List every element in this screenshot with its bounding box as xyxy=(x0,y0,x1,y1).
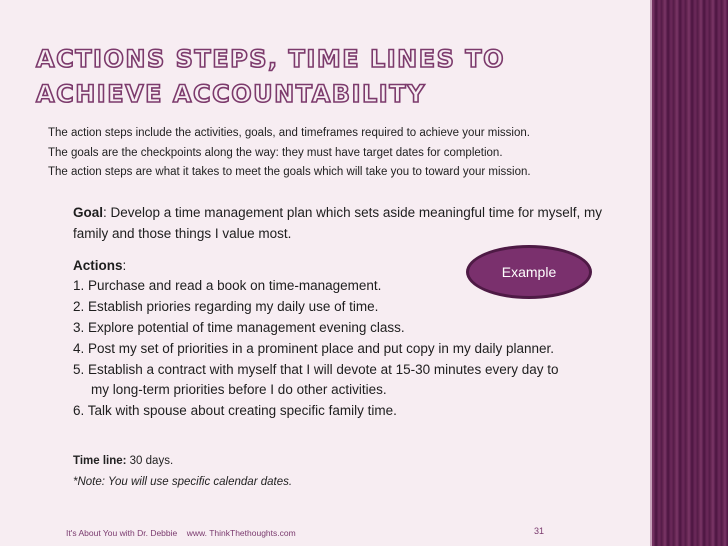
note-text: *Note: You will use specific calendar dates. xyxy=(73,476,293,488)
footer-text: It's About You with Dr. Debbie www. ThinkThethoughts.com xyxy=(66,528,296,538)
action-item: 6. Talk with spouse about creating specific family time. xyxy=(73,403,397,419)
action-item: 4. Post my set of priorities in a prominent place and put copy in my daily planner. xyxy=(73,340,554,356)
timeline-note xyxy=(73,472,613,493)
slide-title: ACTIONS STEPS, TIME LINES TO ACHIEVE ACCOUNTABILITY xyxy=(36,45,506,108)
action-item-continuation: my long-term priorities before I do other activities. xyxy=(91,382,387,398)
action-item: 2. Establish priories regarding my daily use of time. xyxy=(73,299,379,315)
action-item: 5. Establish a contract with myself that I will devote at 15-30 minutes every day to xyxy=(73,361,559,377)
timeline-block xyxy=(73,451,613,493)
example-label: Example xyxy=(501,264,557,280)
plan-body xyxy=(73,203,618,422)
goal-text: : Develop a time management plan which sets aside meaningful time for myself, my family and those things I value most. xyxy=(73,205,602,241)
goal-paragraph xyxy=(73,203,618,245)
action-item: 3. Explore potential of time management evening class. xyxy=(73,319,405,335)
intro-text xyxy=(48,124,628,183)
timeline-label: Time line: xyxy=(73,455,127,467)
actions-colon: : xyxy=(122,257,127,273)
example-badge xyxy=(466,245,592,299)
intro-line: The action steps include the activities, goals, and timeframes required to achieve your mission. xyxy=(48,127,530,139)
actions-label: Actions xyxy=(73,257,123,273)
timeline-value: 30 days. xyxy=(126,455,174,467)
goal-label: Goal xyxy=(73,205,104,220)
decorative-side-bar xyxy=(650,0,728,546)
timeline-line xyxy=(73,451,613,472)
action-item: 1. Purchase and read a book on time-management. xyxy=(73,278,382,294)
page-number: 31 xyxy=(534,526,545,536)
intro-line: The goals are the checkpoints along the way: they must have target dates for completion. xyxy=(48,146,503,159)
intro-line: The action steps are what it takes to meet the goals which will take you to toward your mission. xyxy=(48,166,531,178)
